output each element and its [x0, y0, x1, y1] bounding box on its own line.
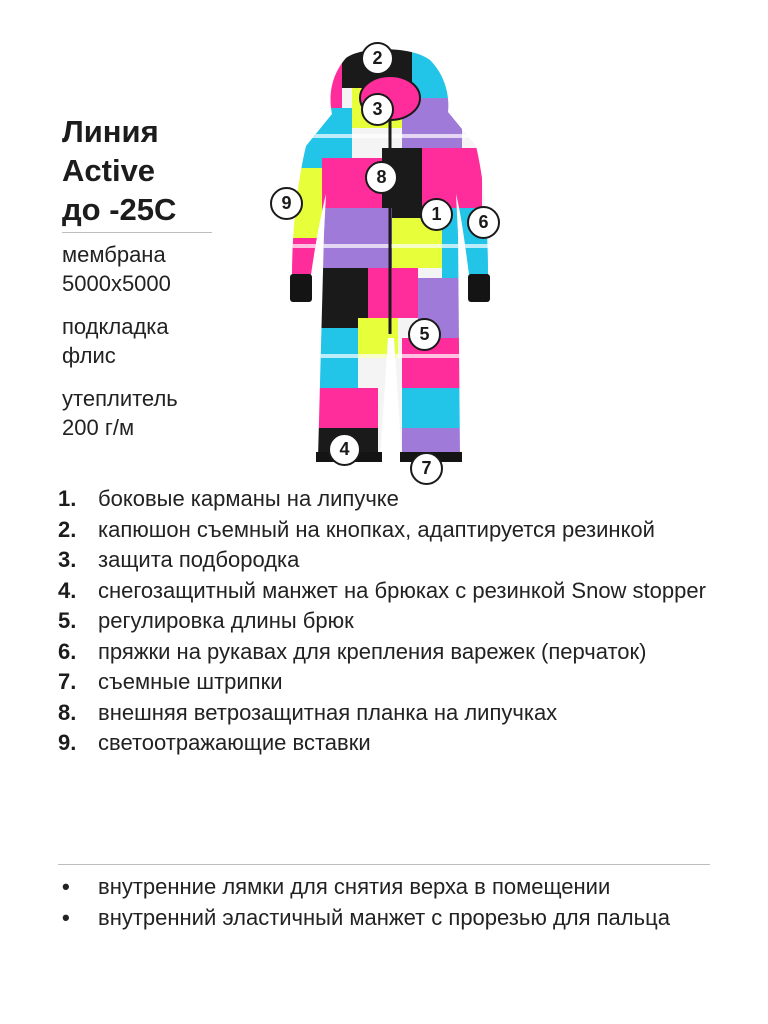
spec-value: 5000x5000: [62, 271, 171, 296]
spec-value: 200 г/м: [62, 415, 135, 440]
spec-label: подкладка: [62, 314, 169, 339]
extras-item: [58, 903, 718, 934]
feature-text: съемные штрипки: [98, 669, 283, 694]
spec-membrane: [62, 240, 262, 298]
bullet-icon: •: [62, 874, 70, 899]
title-line-2: Active: [62, 153, 156, 188]
feature-number: 5.: [58, 608, 77, 633]
bullet-icon: •: [62, 904, 70, 930]
extras-text: внутренний эластичный манжет с прорезью для пальца: [98, 904, 670, 930]
feature-text: боковые карманы на липучке: [98, 486, 399, 511]
feature-item: [58, 606, 718, 637]
feature-number: 4.: [58, 577, 77, 603]
feature-number: 7.: [58, 669, 77, 694]
feature-text: регулировка длины брюк: [98, 608, 354, 633]
feature-number: 8.: [58, 699, 77, 725]
feature-number: 9.: [58, 730, 77, 755]
feature-text: защита подбородка: [98, 547, 300, 572]
feature-item: [58, 698, 718, 729]
feature-text: пряжки на рукавах для крепления варежек (перчаток): [98, 638, 647, 664]
marker-9: 9: [270, 187, 303, 220]
marker-2: 2: [361, 42, 394, 75]
marker-5: 5: [408, 318, 441, 351]
feature-number: 3.: [58, 547, 77, 572]
feature-number: 6.: [58, 638, 77, 664]
spec-insulation: [62, 384, 262, 442]
feature-text: капюшон съемный на кнопках, адаптируется резинкой: [98, 516, 655, 542]
feature-item: [58, 515, 718, 546]
feature-item: [58, 484, 718, 515]
spec-label: мембрана: [62, 242, 166, 267]
feature-list: [58, 484, 718, 759]
feature-item: [58, 728, 718, 759]
feature-item: [58, 637, 718, 668]
feature-number: 1.: [58, 486, 77, 511]
marker-6: 6: [467, 206, 500, 239]
product-line-title: [62, 112, 262, 229]
feature-text: внешняя ветрозащитная планка на липучках: [98, 699, 558, 725]
snowsuit-illustration: [262, 38, 522, 488]
title-line-3: до -25С: [62, 192, 177, 227]
title-divider: [62, 232, 212, 233]
extras-list: [58, 872, 718, 933]
feature-number: 2.: [58, 516, 77, 542]
list-divider: [58, 864, 710, 865]
extras-item: [58, 872, 718, 903]
spec-lining: [62, 312, 262, 370]
spec-value: флис: [62, 343, 116, 368]
spec-label: утеплитель: [62, 386, 178, 411]
marker-3: 3: [361, 93, 394, 126]
marker-4: 4: [328, 433, 361, 466]
marker-1: 1: [420, 198, 453, 231]
marker-7: 7: [410, 452, 443, 485]
feature-item: [58, 576, 718, 607]
title-line-1: Линия: [62, 114, 159, 149]
feature-text: светоотражающие вставки: [98, 730, 371, 755]
feature-item: [58, 667, 718, 698]
feature-text: снегозащитный манжет на брюках с резинкой Snow stopper: [98, 577, 706, 603]
feature-item: [58, 545, 718, 576]
marker-8: 8: [365, 161, 398, 194]
extras-text: внутренние лямки для снятия верха в помещении: [98, 874, 611, 899]
